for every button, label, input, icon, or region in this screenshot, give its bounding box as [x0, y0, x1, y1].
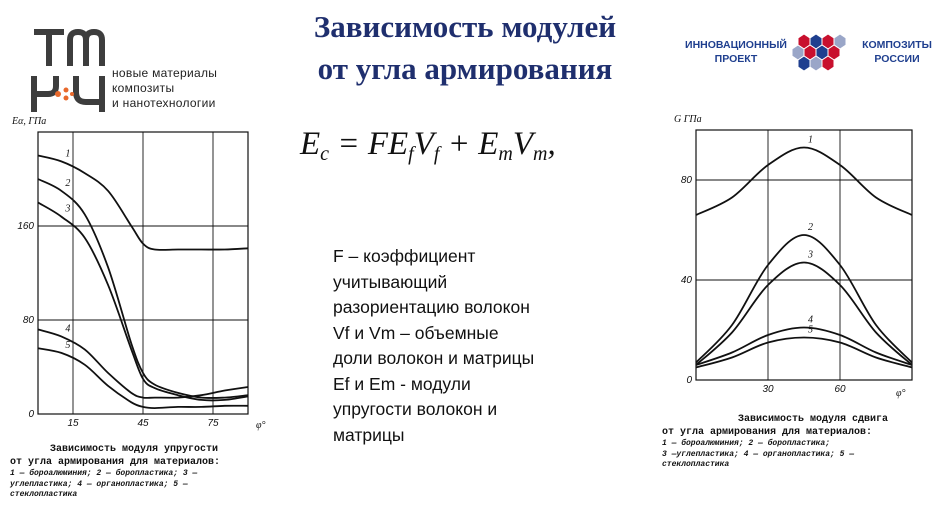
series-label-2: 2: [808, 222, 813, 233]
series-line-3: [696, 263, 912, 366]
description-line: Ef и Em - модули: [333, 373, 471, 394]
logo-left-text: новые материалы композиты и нанотехнологии: [112, 66, 218, 110]
description-line: F – коэффициент: [333, 246, 476, 266]
description-line: упругости волокон и: [333, 399, 498, 419]
y-tick-label: 160: [17, 221, 34, 232]
series-label-4: 4: [808, 314, 813, 326]
title-line-1: Зависимость модулей: [313, 9, 617, 44]
series-label-3: 3: [808, 249, 813, 261]
formula: $E_c = FE_fV_f + E_mV_m$,: [300, 126, 556, 165]
series-label-5: 5: [65, 339, 71, 351]
right-chart-caption: Зависимость модуля сдвига от угла армирования для материалов: 1 — бороалюминия; 2 — боропластика; 3 —углепластика; 4 — органопластика; 5 — стеклопластика: [662, 414, 889, 469]
right-chart-ylabel: G ГПа: [674, 114, 702, 125]
description-line: разориентацию волокон: [333, 297, 530, 317]
x-tick-label: 45: [137, 418, 149, 429]
series-label-2: 2: [65, 177, 71, 189]
plot-frame: [696, 130, 912, 380]
x-tick-label: 75: [207, 418, 219, 429]
series-line-5: [696, 338, 912, 368]
x-tick-label: 60: [834, 384, 846, 395]
left-chart-ylabel: Eα, ГПа: [12, 116, 47, 127]
x-tick-label: 15: [67, 418, 79, 429]
x-tick-label: 30: [762, 384, 774, 395]
series-label-1: 1: [65, 148, 71, 160]
description-line: учитывающий: [333, 271, 448, 292]
shear-modulus-chart: [660, 108, 930, 408]
y-tick-label: 0: [686, 375, 692, 386]
slide-title: [250, 6, 680, 90]
description-line: матрицы: [333, 424, 405, 445]
series-label-1: 1: [808, 134, 813, 146]
formula-description: [333, 244, 593, 448]
tmk-logo-mark: [28, 22, 108, 114]
y-tick-label: 80: [22, 315, 34, 326]
y-tick-label: 80: [680, 175, 692, 186]
left-chart-xlabel: φ°: [256, 420, 266, 431]
series-line-1: [696, 148, 912, 216]
elastic-modulus-chart: [0, 110, 290, 440]
description-line: доли волокон и матрицы: [333, 348, 535, 368]
right-chart-xlabel: φ°: [896, 388, 906, 399]
series-label-4: 4: [65, 323, 71, 335]
series-label-3: 3: [65, 203, 71, 215]
y-tick-label: 40: [680, 275, 692, 286]
hexagon-cluster-icon: [788, 30, 852, 74]
series-line-2: [696, 235, 912, 363]
description-line: Vf и Vm – объемные: [333, 322, 499, 343]
title-line-2: от угла армирования: [317, 51, 613, 86]
left-chart-caption: Зависимость модуля упругости от угла армирования для материалов: 1 — бороалюминия; 2 — боропластика; 3 — углепластика; 4 — органопластика; 5 — стеклопластика: [10, 444, 221, 499]
logo-right-left-text: ИННОВАЦИОННЫЙ ПРОЕКТ: [685, 39, 787, 65]
series-label-5: 5: [808, 324, 813, 336]
y-tick-label: 0: [28, 409, 34, 420]
logo-right-right-text: КОМПОЗИТЫ РОССИИ: [862, 39, 932, 65]
